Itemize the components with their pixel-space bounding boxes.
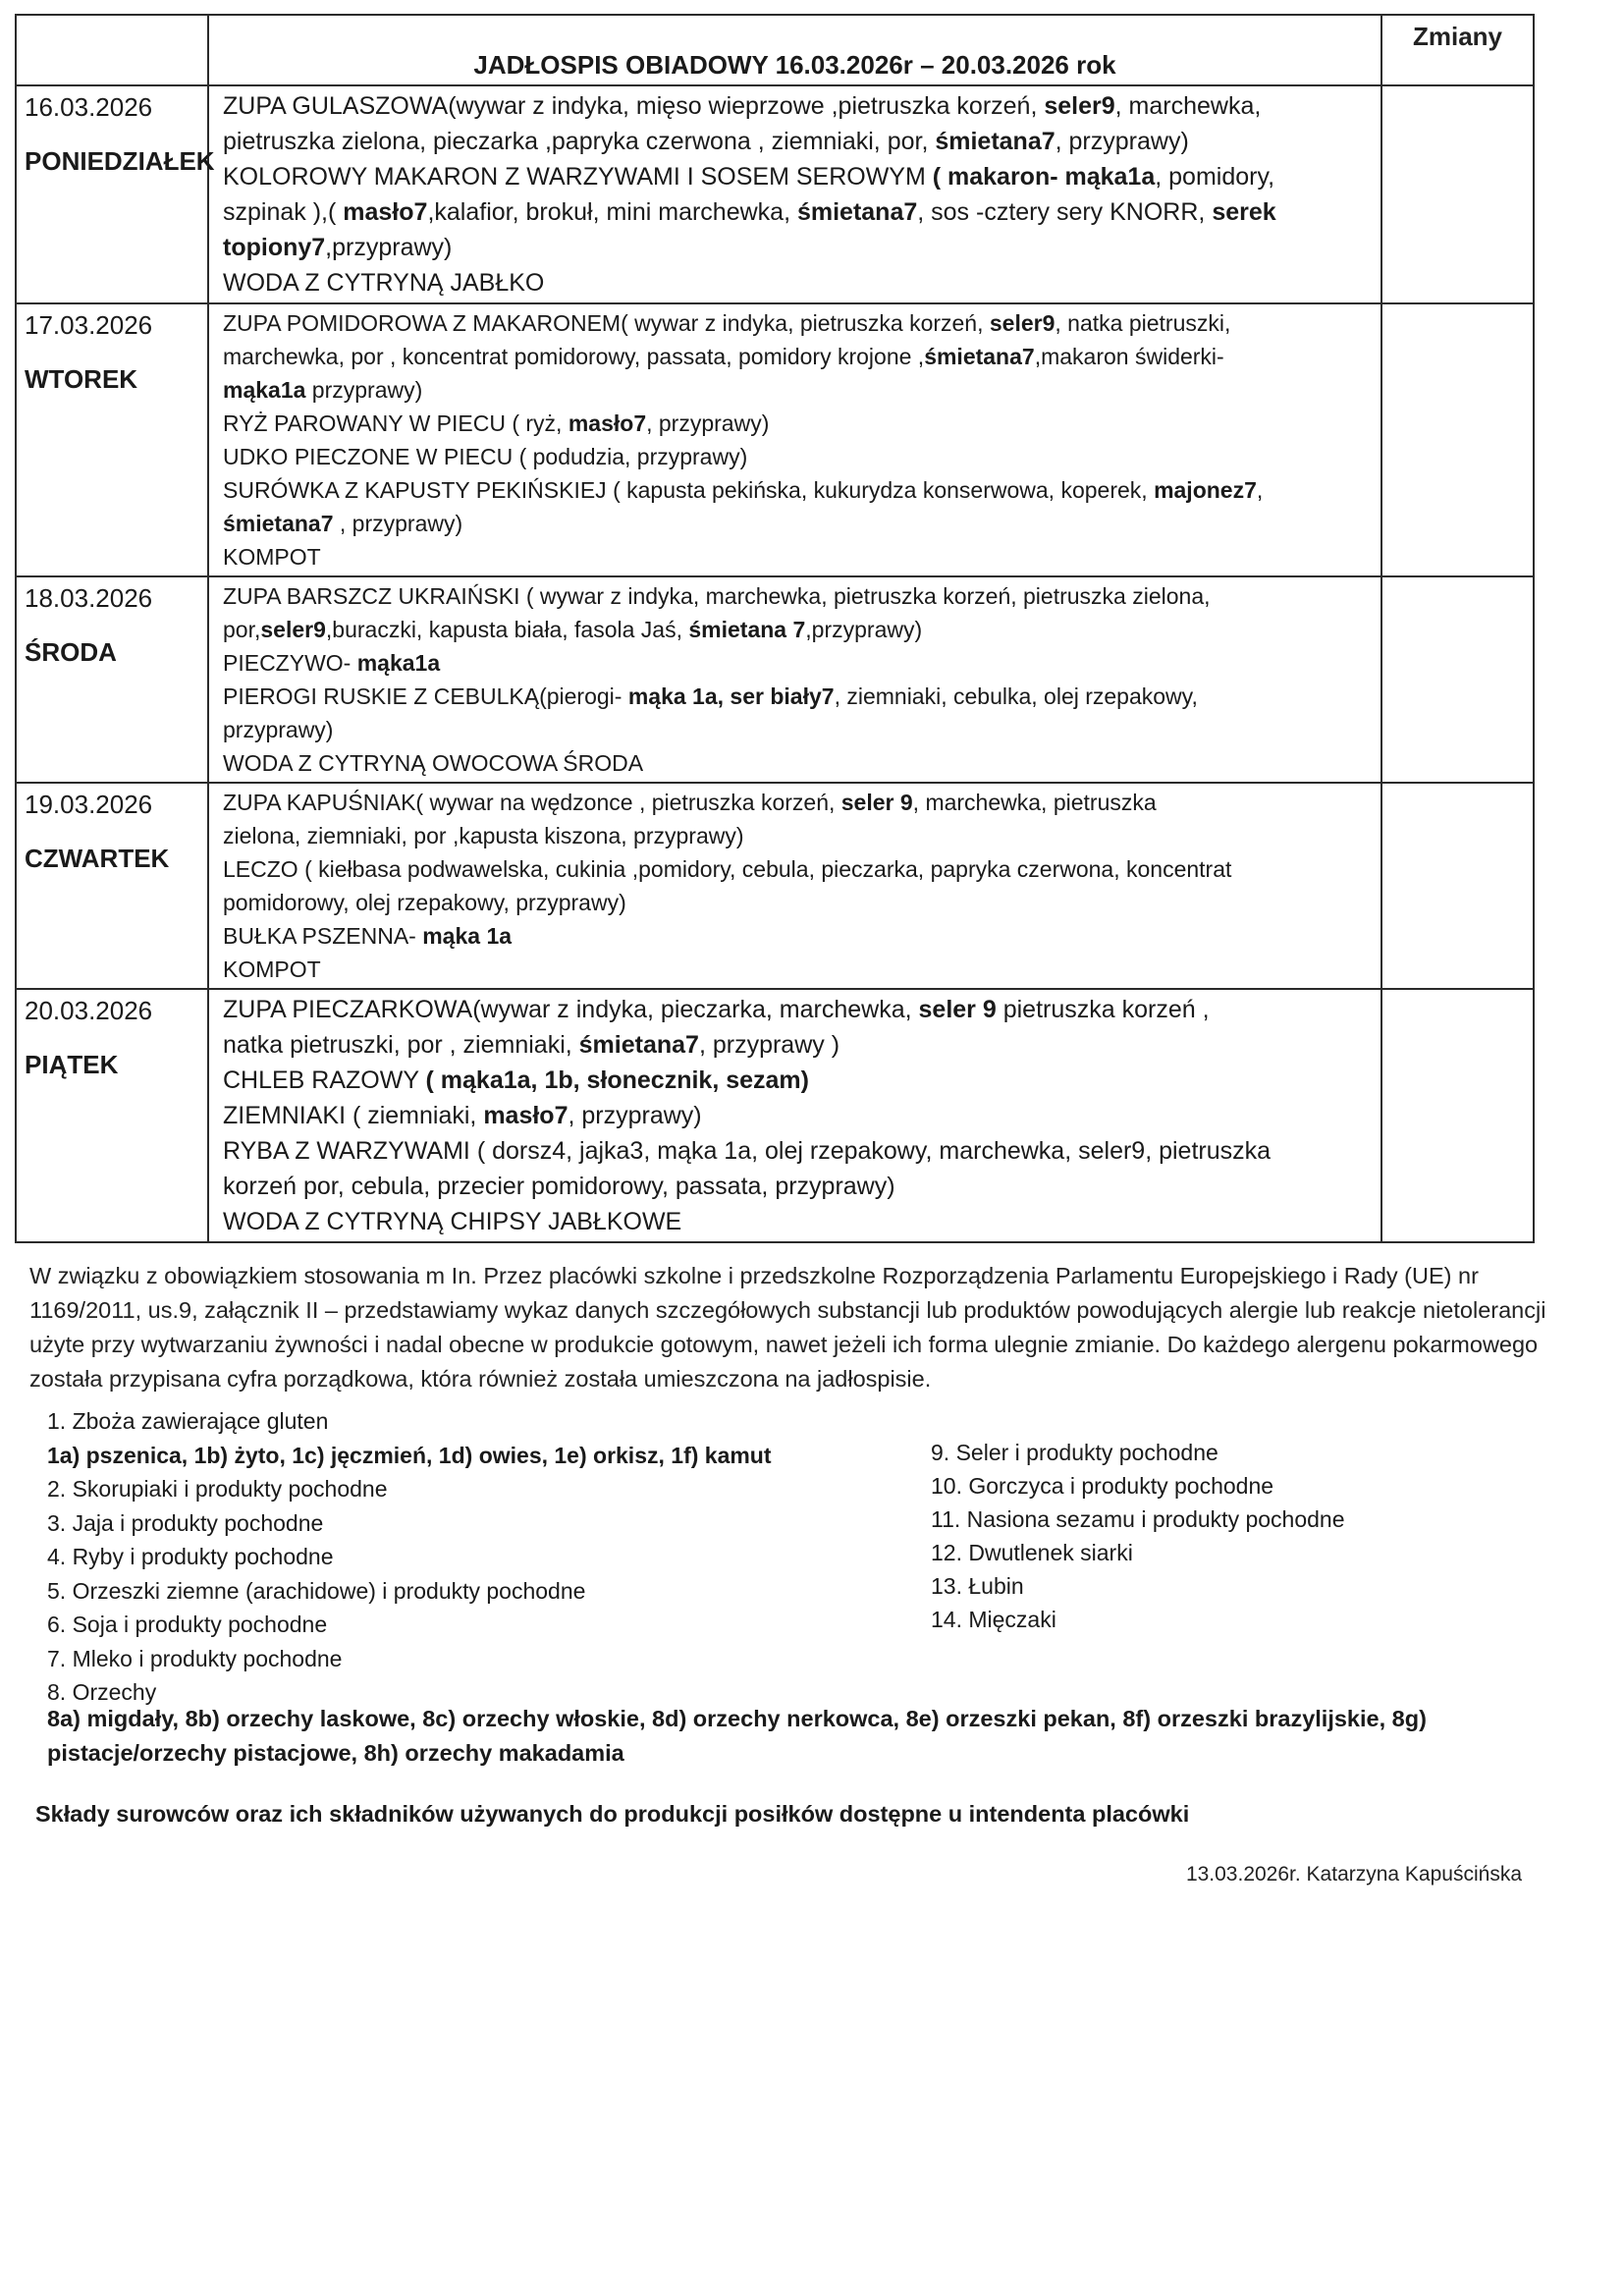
day-name: PONIEDZIAŁEK xyxy=(25,146,215,176)
allergen-list-right xyxy=(931,1436,1441,1636)
menu-line: mąka1a przyprawy) xyxy=(223,377,423,403)
menu-line: PIECZYWO- mąka1a xyxy=(223,650,441,676)
menu-line: ZUPA BARSZCZ UKRAIŃSKI ( wywar z indyka, marchewka, pietruszka korzeń, pietruszka zielona, xyxy=(223,583,1211,609)
day-cell xyxy=(16,85,215,303)
menu-line: przyprawy) xyxy=(223,717,334,742)
menu-line: ZUPA PIECZARKOWA(wywar z indyka, pieczarka, marchewka, seler 9 pietruszka korzeń , xyxy=(223,996,1210,1023)
menu-line: pomidorowy, olej rzepakowy, przyprawy) xyxy=(223,890,626,915)
menu-line: CHLEB RAZOWY ( mąka1a, 1b, słonecznik, sezam) xyxy=(223,1066,809,1094)
changes-cell xyxy=(1381,783,1534,989)
menu-line: BUŁKA PSZENNA- mąka 1a xyxy=(223,923,513,949)
day-name: ŚRODA xyxy=(25,637,117,667)
changes-cell xyxy=(1381,303,1534,576)
day-date: 18.03.2026 xyxy=(25,583,153,613)
menu-cell xyxy=(208,85,1381,303)
menu-title: JADŁOSPIS OBIADOWY 16.03.2026r – 20.03.2026 rok xyxy=(473,50,1116,80)
signature-date: 13.03.2026r. Katarzyna Kapuścińska xyxy=(1185,1863,1522,1886)
menu-title-cell xyxy=(208,15,1381,85)
allergen-item: 14. Mięczaki xyxy=(931,1607,1056,1632)
day-row xyxy=(16,303,1534,576)
menu-line: korzeń por, cebula, przecier pomidorowy, passata, przyprawy) xyxy=(223,1173,895,1200)
menu-line: PIEROGI RUSKIE Z CEBULKĄ(pierogi- mąka 1a, ser biały7, ziemniaki, cebulka, olej rzepakowy, xyxy=(223,683,1198,709)
day-date: 20.03.2026 xyxy=(25,996,153,1025)
changes-cell xyxy=(1381,85,1534,303)
menu-line: RYBA Z WARZYWAMI ( dorsz4, jajka3, mąka 1a, olej rzepakowy, marchewka, seler9, pietruszka xyxy=(223,1137,1272,1165)
allergen-item: 4. Ryby i produkty pochodne xyxy=(47,1544,334,1569)
allergen-item: 5. Orzeszki ziemne (arachidowe) i produkty pochodne xyxy=(47,1577,586,1604)
menu-line: por,seler9,buraczki, kapusta biała, fasola Jaś, śmietana 7,przyprawy) xyxy=(223,617,923,642)
menu-table xyxy=(15,14,1535,1243)
menu-cell xyxy=(208,783,1381,989)
menu-line: KOMPOT xyxy=(223,544,321,570)
day-row xyxy=(16,85,1534,303)
day-cell xyxy=(16,576,208,783)
day-rows xyxy=(16,85,1534,1242)
ingredients-note: Składy surowców oraz ich składników używanych do produkcji posiłków dostępne u intendenta placówki xyxy=(35,1801,1190,1827)
nuts-detail: 8a) migdały, 8b) orzechy laskowe, 8c) orzechy włoskie, 8d) orzechy nerkowca, 8e) orzeszki pekan, 8f) orzeszki brazylijskie, 8g) pistacje/orzechy pistacjowe, 8h) orzechy makadamia xyxy=(47,1706,1427,1766)
day-cell xyxy=(16,989,208,1242)
allergen-item: 2. Skorupiaki i produkty pochodne xyxy=(47,1476,388,1502)
allergen-item: 13. Łubin xyxy=(931,1573,1024,1599)
allergen-item: 11. Nasiona sezamu i produkty pochodne xyxy=(931,1506,1345,1532)
menu-line: ZUPA KAPUŚNIAK( wywar na wędzonce , pietruszka korzeń, seler 9, marchewka, pietruszka xyxy=(223,790,1157,815)
menu-cell xyxy=(208,303,1381,576)
day-date: 16.03.2026 xyxy=(25,92,153,122)
menu-line: ZUPA POMIDOROWA Z MAKARONEM( wywar z indyka, pietruszka korzeń, seler9, natka pietruszki, xyxy=(223,310,1231,336)
changes-header: Zmiany xyxy=(1381,15,1534,85)
menu-line: marchewka, por , koncentrat pomidorowy, passata, pomidory krojone ,śmietana7,makaron świderki- xyxy=(223,344,1224,369)
menu-cell xyxy=(208,989,1381,1242)
menu-line: RYŻ PAROWANY W PIECU ( ryż, masło7, przyprawy) xyxy=(223,410,770,436)
day-cell xyxy=(16,303,208,576)
menu-line: natka pietruszki, por , ziemniaki, śmietana7, przyprawy ) xyxy=(223,1031,840,1059)
day-name: CZWARTEK xyxy=(25,844,170,873)
menu-line: UDKO PIECZONE W PIECU ( podudzia, przyprawy) xyxy=(223,444,748,469)
menu-line: WODA Z CYTRYNĄ JABŁKO xyxy=(223,269,545,297)
menu-line: KOMPOT xyxy=(223,957,321,982)
day-name: WTOREK xyxy=(25,364,138,394)
allergen-item: 8. Orzechy xyxy=(47,1679,157,1705)
changes-cell xyxy=(1381,989,1534,1242)
header-row xyxy=(16,15,1534,85)
menu-line: zielona, ziemniaki, por ,kapusta kiszona, przyprawy) xyxy=(223,823,744,848)
menu-line: śmietana7 , przyprawy) xyxy=(223,511,463,536)
day-cell xyxy=(16,783,208,989)
menu-line: SURÓWKA Z KAPUSTY PEKIŃSKIEJ ( kapusta pekińska, kukurydza konserwowa, koperek, majonez7, xyxy=(223,477,1264,503)
menu-line: LECZO ( kiełbasa podwawelska, cukinia ,pomidory, cebula, pieczarka, papryka czerwona, koncentrat xyxy=(223,856,1232,882)
menu-cell xyxy=(208,576,1381,783)
day-date: 19.03.2026 xyxy=(25,790,153,819)
allergen-item: 6. Soja i produkty pochodne xyxy=(47,1612,328,1637)
allergen-item: 7. Mleko i produkty pochodne xyxy=(47,1645,343,1671)
menu-line: topiony7,przyprawy) xyxy=(223,234,453,261)
menu-line: WODA Z CYTRYNĄ OWOCOWA ŚRODA xyxy=(223,750,644,776)
day-row xyxy=(16,576,1534,783)
allergen-item: 1. Zboża zawierające gluten xyxy=(47,1408,329,1434)
allergen-item: 12. Dwutlenek siarki xyxy=(931,1540,1133,1565)
menu-line: WODA Z CYTRYNĄ CHIPSY JABŁKOWE xyxy=(223,1208,682,1235)
menu-line: szpinak ),( masło7,kalafior, brokuł, mini marchewka, śmietana7, sos -cztery sery KNORR, serek xyxy=(223,198,1276,226)
allergen-regulation-paragraph: W związku z obowiązkiem stosowania m In. Przez placówki szkolne i przedszkolne Rozporządzenia Parlamentu Europejskiego i Rady (UE) nr 1169/2011, us.9, załącznik II – przedstawiamy wykaz danych szczegółowych substancji lub produktów powodujących alergie lub reakcje nietolerancji użyte przy wytwarzaniu żywności i nadal obecne w produkcie gotowym, nawet jeżeli ich forma ulegnie zmianie. Do każdego alergenu pokarmowego została przypisana cyfra porządkowa, która również została umieszczona na jadłospisie. xyxy=(29,1263,1546,1392)
allergen-item: 3. Jaja i produkty pochodne xyxy=(47,1509,324,1536)
menu-line: pietruszka zielona, pieczarka ,papryka czerwona , ziemniaki, por, śmietana7, przyprawy) xyxy=(223,128,1189,155)
allergen-item: 10. Gorczyca i produkty pochodne xyxy=(931,1473,1274,1499)
day-row xyxy=(16,783,1534,989)
menu-line: KOLOROWY MAKARON Z WARZYWAMI I SOSEM SEROWYM ( makaron- mąka1a, pomidory, xyxy=(223,163,1275,191)
header-empty-cell xyxy=(16,15,208,85)
allergen-item: 9. Seler i produkty pochodne xyxy=(931,1440,1218,1465)
menu-line: ZIEMNIAKI ( ziemniaki, masło7, przyprawy) xyxy=(223,1102,702,1129)
changes-cell xyxy=(1381,576,1534,783)
allergen-item-gluten-detail: 1a) pszenica, 1b) żyto, 1c) jęczmień, 1d) owies, 1e) orkisz, 1f) kamut xyxy=(47,1442,772,1468)
day-row xyxy=(16,989,1534,1242)
day-name: PIĄTEK xyxy=(25,1050,119,1079)
allergen-list-left xyxy=(47,1404,911,1710)
day-date: 17.03.2026 xyxy=(25,310,153,340)
menu-line: ZUPA GULASZOWA(wywar z indyka, mięso wieprzowe ,pietruszka korzeń, seler9, marchewka, xyxy=(223,92,1262,120)
